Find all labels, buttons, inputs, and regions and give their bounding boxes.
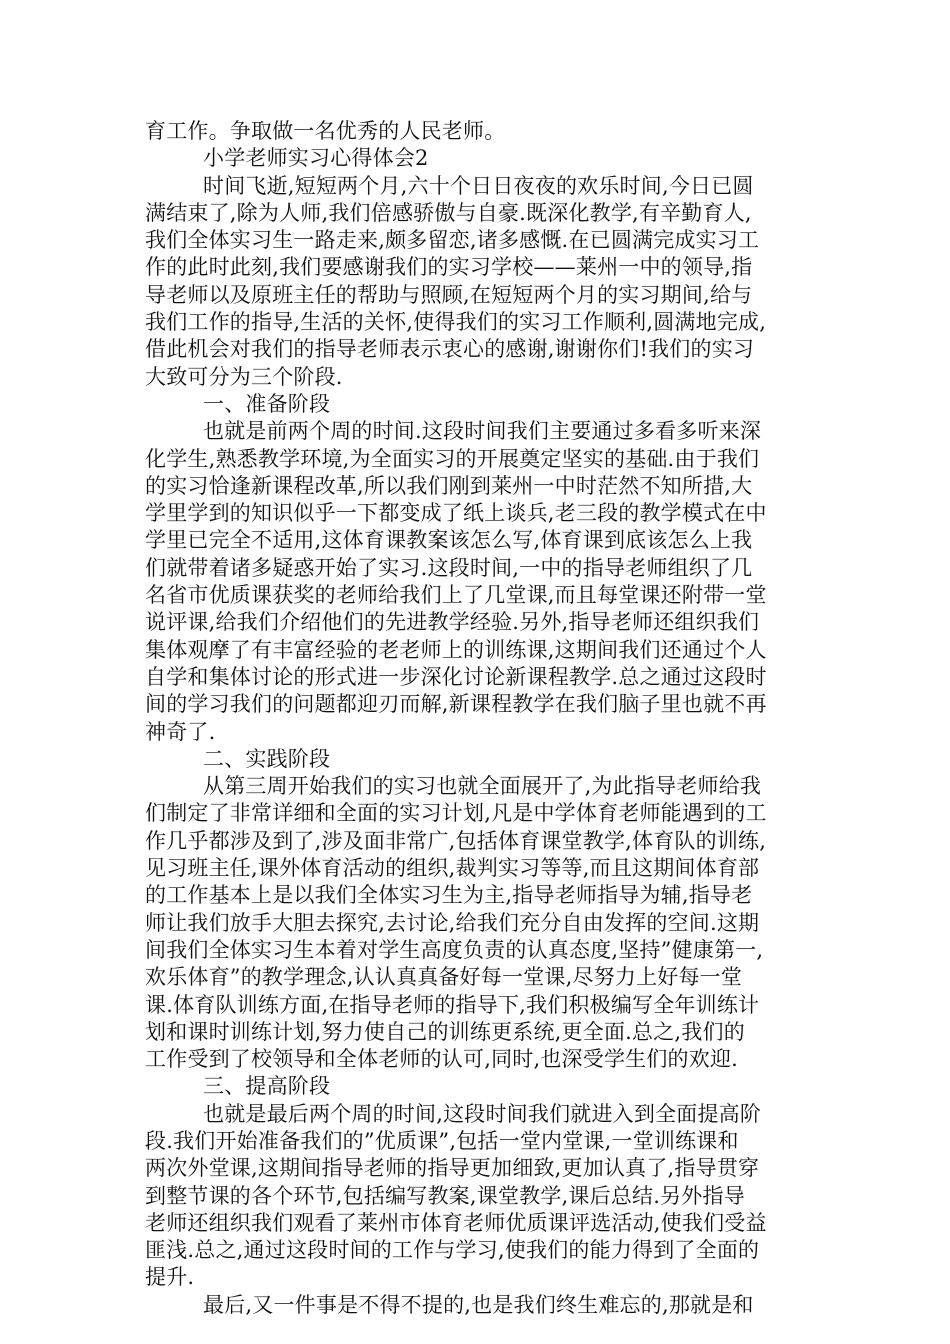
text-line: 神奇了. — [145, 719, 216, 744]
text-line: 两次外堂课,这期间指导老师的指导更加细致,更加认真了,指导贯穿 — [145, 1156, 760, 1181]
section-title: 小学老师实习心得体会2 — [203, 146, 429, 171]
text-line: 们制定了非常详细和全面的实习计划,凡是中学体育老师能遇到的工 — [145, 801, 767, 826]
text-line: 育工作。争取做一名优秀的人民老师。 — [145, 119, 506, 143]
text-line: 间的学习我们的问题都迎刃而解,新课程教学在我们脑子里也就不再 — [145, 692, 767, 717]
stage-heading: 一、准备阶段 — [203, 391, 331, 416]
text-line: 划和课时训练计划,努力使自己的训练更系统,更全面.总之,我们的 — [145, 1019, 745, 1044]
text-line: 们就带着诸多疑惑开始了实习.这段时间,一中的指导老师组织了几 — [145, 555, 753, 580]
text-line: 见习班主任,课外体育活动的组织,裁判实习等等,而且这期间体育部 — [145, 856, 760, 881]
text-line: 满结束了,除为人师,我们倍感骄傲与自豪.既深化教学,有辛勤育人, — [145, 200, 752, 225]
stage-heading: 三、提高阶段 — [203, 1074, 331, 1099]
text-line: 大致可分为三个阶段. — [145, 364, 343, 389]
text-line: 师让我们放手大胆去探究,去讨论,给我们充分自由发挥的空间.这期 — [145, 910, 760, 935]
paragraph-first-line: 也就是最后两个周的时间,这段时间我们就进入到全面提高阶 — [203, 1101, 762, 1126]
text-line: 匪浅.总之,通过这段时间的工作与学习,使我们的能力得到了全面的 — [145, 1238, 760, 1263]
text-line: 学里已完全不适用,这体育课教案该怎么写,体育课到底该怎么上我 — [145, 528, 753, 553]
text-line: 提升. — [145, 1265, 195, 1290]
text-line: 作几乎都涉及到了,涉及面非常广,包括体育课堂教学,体育队的训练, — [145, 828, 767, 853]
document-body — [145, 118, 825, 1319]
text-line: 作的此时此刻,我们要感谢我们的实习学校——莱州一中的领导,指 — [145, 255, 753, 280]
paragraph-first-line: 也就是前两个周的时间.这段时间我们主要通过多看多听来深 — [203, 419, 762, 444]
text-line: 段.我们开始准备我们的”优质课”,包括一堂内堂课,一堂训练课和 — [145, 1128, 739, 1153]
text-line: 到整节课的各个环节,包括编写教案,课堂教学,课后总结.另外指导 — [145, 1183, 745, 1208]
text-line: 课.体育队训练方面,在指导老师的指导下,我们积极编写全年训练计 — [145, 992, 760, 1017]
text-line: 的工作基本上是以我们全体实习生为主,指导老师指导为辅,指导老 — [145, 883, 753, 908]
text-line: 的实习恰逢新课程改革,所以我们刚到莱州一中时茫然不知所措,大 — [145, 473, 753, 498]
text-line: 老师还组织我们观看了莱州市体育老师优质课评选活动,使我们受益 — [145, 1210, 767, 1235]
text-line: 工作受到了校领导和全体老师的认可,同时,也深受学生们的欢迎. — [145, 1047, 739, 1072]
text-line: 学里学到的知识似乎一下都变成了纸上谈兵,老三段的教学模式在中 — [145, 501, 767, 526]
text-line: 集体观摩了有丰富经验的老老师上的训练课,这期间我们还通过个人 — [145, 637, 767, 662]
text-line: 说评课,给我们介绍他们的先进教学经验.另外,指导老师还组织我们 — [145, 610, 760, 635]
text-line: 导老师以及原班主任的帮助与照顾,在短短两个月的实习期间,给与 — [145, 282, 753, 307]
text-line: 我们工作的指导,生活的关怀,使得我们的实习工作顺利,圆满地完成, — [145, 310, 767, 335]
text-line: 化学生,熟悉教学环境,为全面实习的开展奠定坚实的基础.由于我们 — [145, 446, 760, 471]
text-line: 借此机会对我们的指导老师表示衷心的感谢,谢谢你们!我们的实习 — [145, 337, 755, 362]
stage-heading: 二、实践阶段 — [203, 746, 331, 771]
text-line: 自学和集体讨论的形式进一步深化讨论新课程教学.总之通过这段时 — [145, 664, 767, 689]
text-line: 间我们全体实习生本着对学生高度负责的认真态度,坚持”健康第一, — [145, 937, 764, 962]
paragraph-first-line: 从第三周开始我们的实习也就全面展开了,为此指导老师给我 — [203, 774, 762, 799]
text-line: 我们全体实习生一路走来,颇多留恋,诸多感慨.在已圆满完成实习工 — [145, 228, 760, 253]
text-line: 欢乐体育”的教学理念,认认真真备好每一堂课,尽努力上好每一堂 — [145, 965, 743, 990]
text-line: 名省市优质课获奖的老师给我们上了几堂课,而且每堂课还附带一堂 — [145, 583, 767, 608]
paragraph-first-line: 最后,又一件事是不得不提的,也是我们终生难忘的,那就是和 — [203, 1292, 754, 1317]
paragraph-first-line: 时间飞逝,短短两个月,六十个日日夜夜的欢乐时间,今日已圆 — [203, 173, 754, 198]
